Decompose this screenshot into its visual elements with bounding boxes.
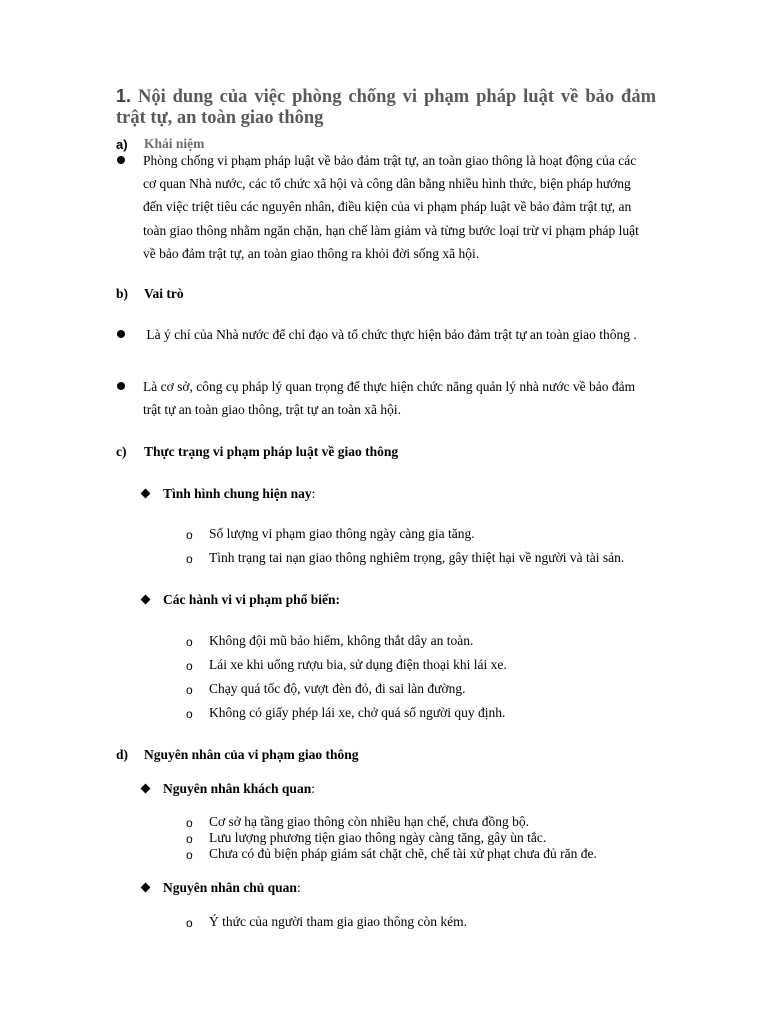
- list-item: Không có giấy phép lái xe, chở quá số người quy định.: [209, 705, 506, 720]
- diamond-bullet-icon: [141, 595, 151, 605]
- section-b-item: Là ý chí của Nhà nước để chỉ đạo và tổ chức thực hiện bảo đảm trật tự an toàn giao thông .: [143, 327, 637, 342]
- circle-bullet-icon: o: [186, 848, 193, 862]
- section-d-marker: d): [116, 747, 129, 762]
- section-b-marker: b): [116, 286, 129, 301]
- title-number: 1.: [116, 86, 132, 106]
- circle-bullet-icon: o: [186, 832, 193, 846]
- group-heading: Nguyên nhân khách quan:: [163, 781, 315, 796]
- section-c-heading: Thực trạng vi phạm pháp luật về giao thông: [144, 444, 399, 459]
- circle-bullet-icon: o: [186, 552, 193, 566]
- bullet-icon: [117, 156, 125, 164]
- section-c-marker: c): [116, 444, 127, 459]
- list-item: Lưu lượng phương tiện giao thông ngày càng tăng, gây ùn tắc.: [209, 830, 547, 845]
- list-item: Cơ sở hạ tầng giao thông còn nhiều hạn chế, chưa đồng bộ.: [209, 814, 530, 829]
- diamond-bullet-icon: [141, 489, 151, 499]
- circle-bullet-icon: o: [186, 916, 193, 930]
- circle-bullet-icon: o: [186, 816, 193, 830]
- circle-bullet-icon: o: [186, 659, 193, 673]
- list-item: Tình trạng tai nạn giao thông nghiêm trọng, gây thiệt hại về người và tài sản.: [209, 550, 625, 565]
- title-text: Nội dung của việc phòng chống vi phạm pháp luật về bảo đảm trật tự, an toàn giao thông: [116, 87, 656, 128]
- section-b-heading: Vai trò: [144, 286, 184, 301]
- diamond-bullet-icon: [141, 784, 151, 794]
- circle-bullet-icon: o: [186, 635, 193, 649]
- diamond-bullet-icon: [141, 883, 151, 893]
- circle-bullet-icon: o: [186, 707, 193, 721]
- list-item: Lái xe khi uống rượu bia, sử dụng điện thoại khi lái xe.: [209, 657, 507, 672]
- bullet-icon: [117, 382, 125, 390]
- section-a-marker: a): [116, 137, 128, 152]
- section-d-heading: Nguyên nhân của vi phạm giao thông: [144, 747, 359, 762]
- list-item: Không đội mũ bảo hiểm, không thắt dây an toàn.: [209, 633, 474, 648]
- list-item: Chưa có đủ biện pháp giám sát chặt chẽ, chế tài xử phạt chưa đủ răn đe.: [209, 846, 597, 861]
- list-item: Ý thức của người tham gia giao thông còn kém.: [209, 914, 467, 929]
- group-heading: Nguyên nhân chủ quan:: [163, 880, 301, 895]
- document-title: [116, 86, 656, 129]
- section-a-heading: Khái niệm: [144, 136, 205, 151]
- list-item: Chạy quá tốc độ, vượt đèn đỏ, đi sai làn đường.: [209, 681, 466, 696]
- group-heading: Các hành vi vi phạm phổ biến:: [163, 592, 341, 607]
- list-item: Số lượng vi phạm giao thông ngày càng gia tăng.: [209, 526, 475, 541]
- bullet-icon: [117, 330, 125, 338]
- section-b-item: Là cơ sở, công cụ pháp lý quan trọng để thực hiện chức năng quản lý nhà nước về bảo đảm trật tự an toàn giao thông, trật tự an toàn xã hội.: [143, 379, 636, 418]
- circle-bullet-icon: o: [186, 528, 193, 542]
- group-heading: Tình hình chung hiện nay:: [163, 486, 316, 501]
- section-a-paragraph: Phòng chống vi phạm pháp luật về bảo đảm trật tự, an toàn giao thông là hoạt động của các cơ quan Nhà nước, các tổ chức xã hội và công dân bằng nhiều hình thức, biện pháp hướng đến việc triệt tiêu các nguyên nhân, điều kiện của vi phạm pháp luật về bảo đảm trật tự, an toàn giao thông nhằm ngăn chặn, hạn chế làm giảm và từng bước loại trừ vi phạm pháp luật về bảo đảm trật tự, an toàn giao thông ra khỏi đời sống xã hội.: [143, 153, 639, 261]
- circle-bullet-icon: o: [186, 683, 193, 697]
